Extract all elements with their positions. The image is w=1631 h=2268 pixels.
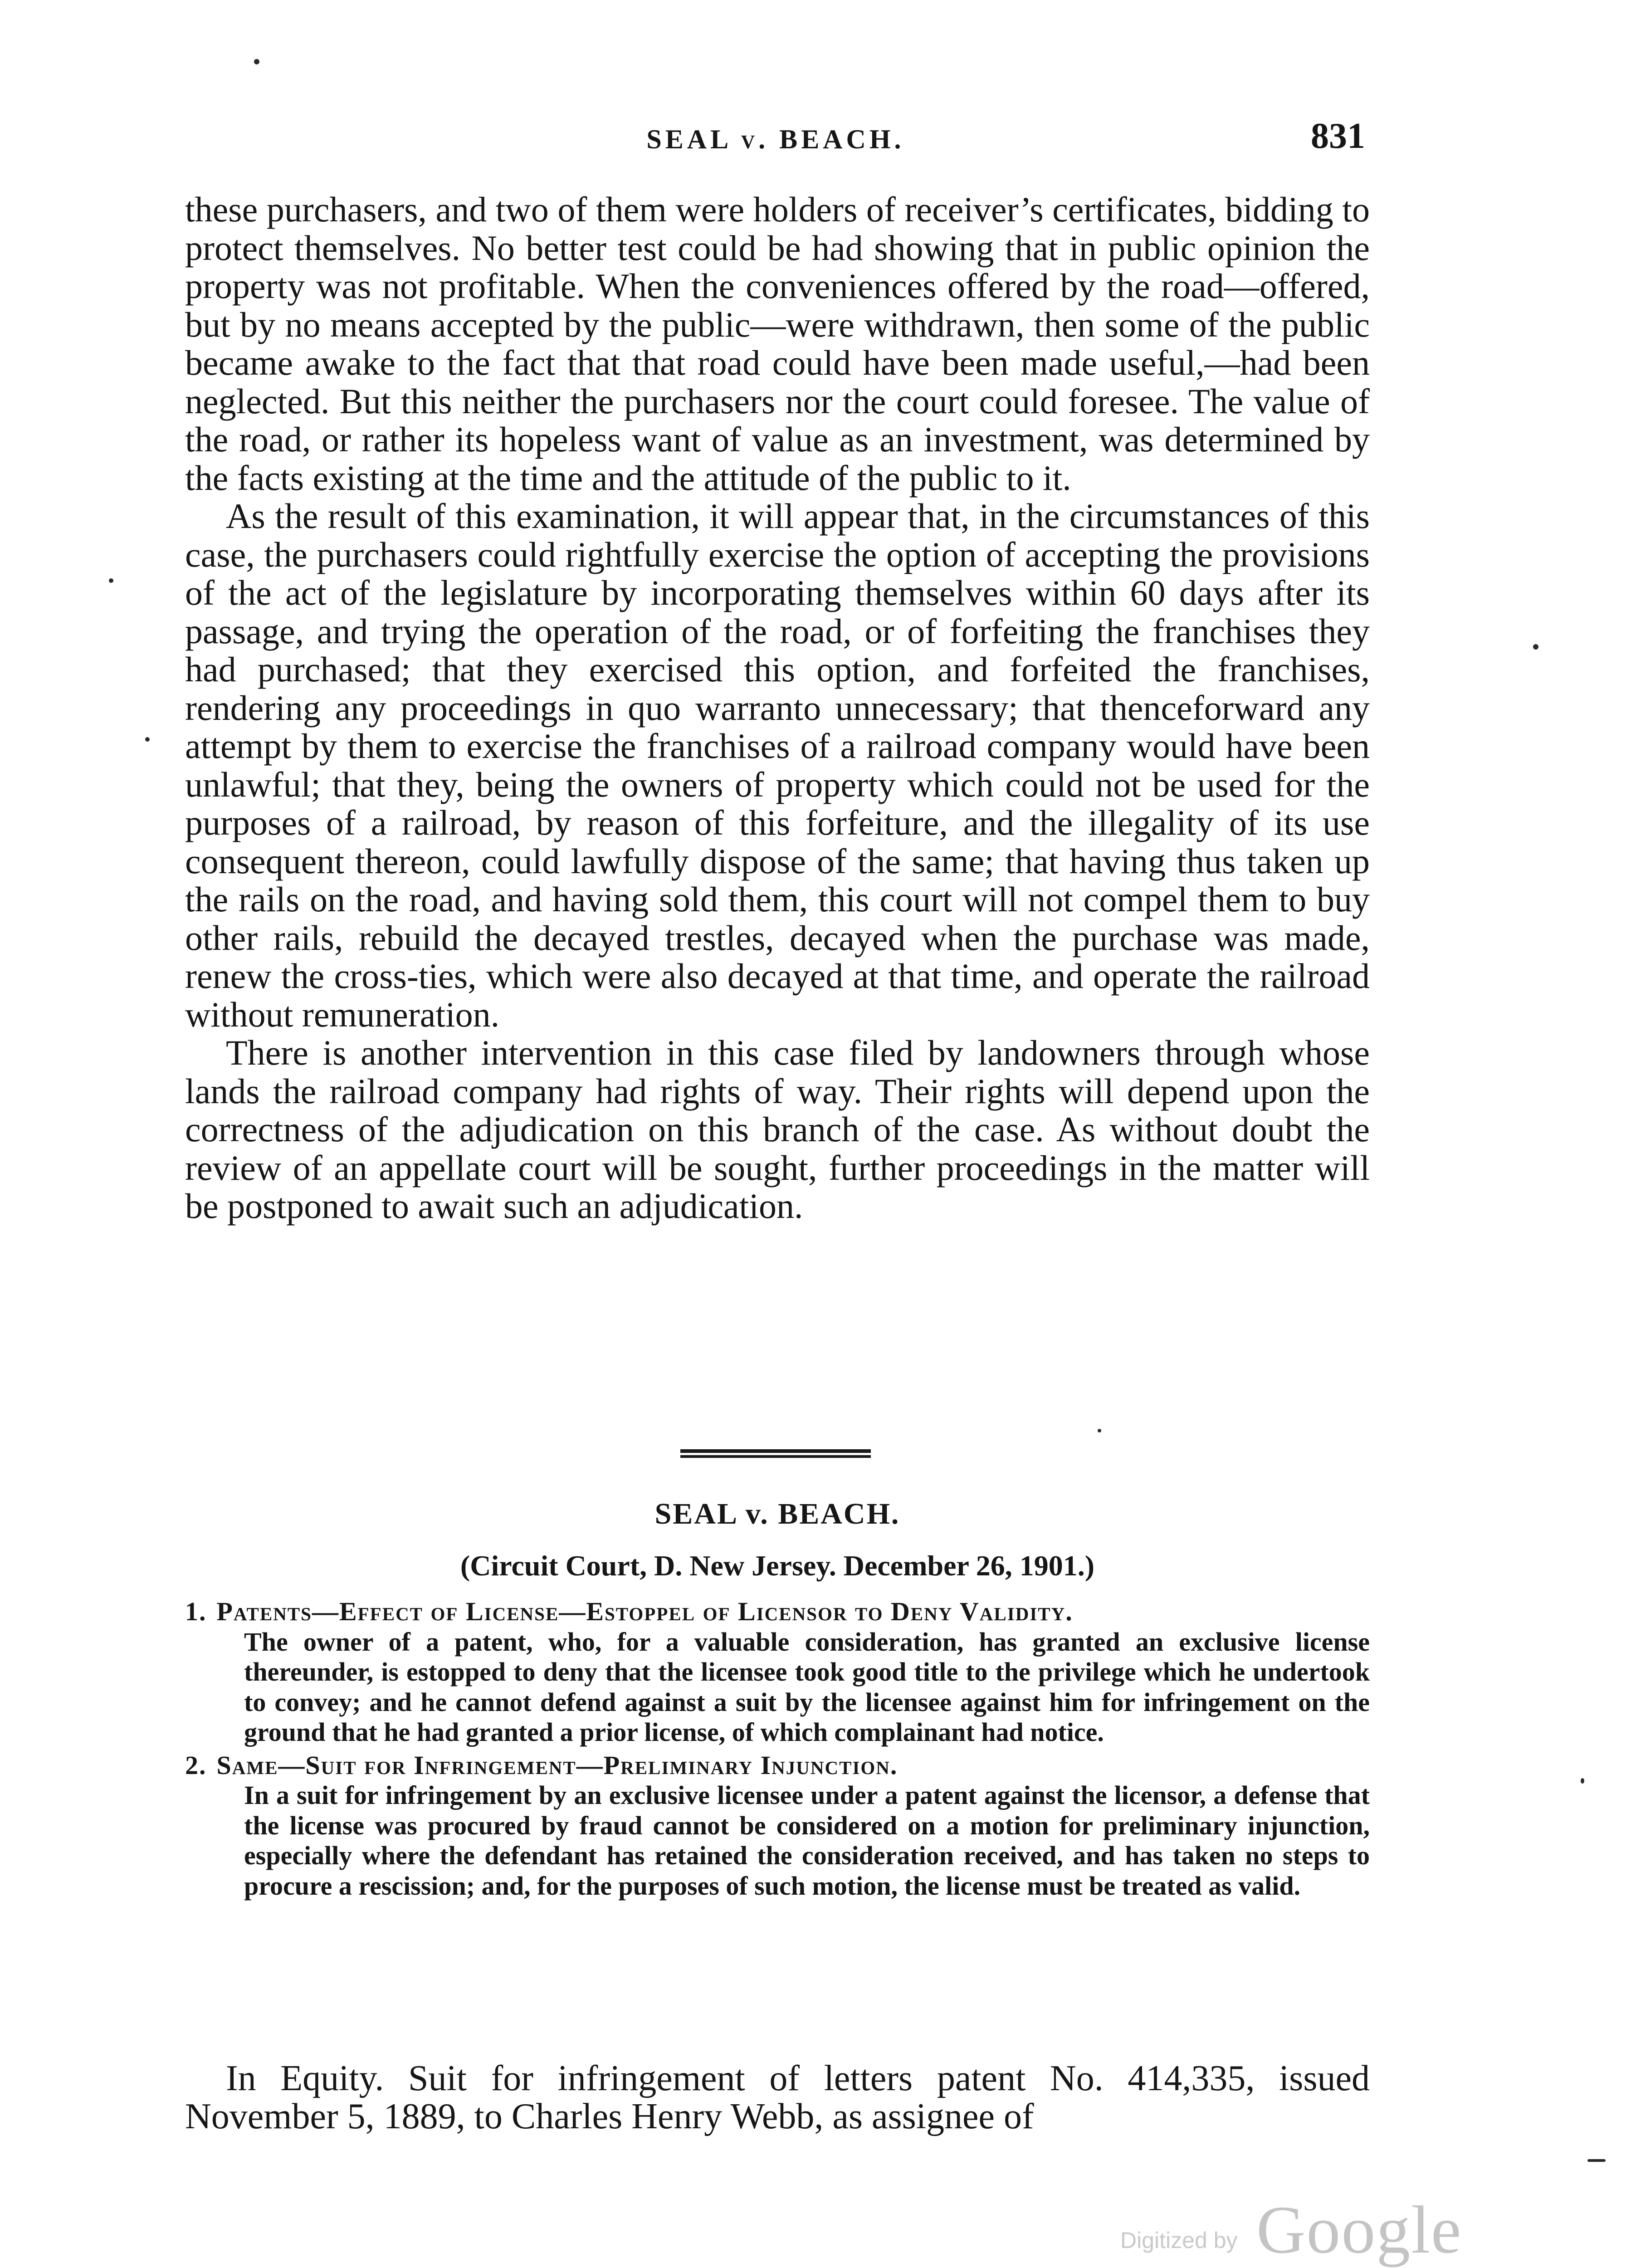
headnote-number: 2. — [185, 1750, 207, 1780]
digitized-by-google-watermark — [1120, 2191, 1574, 2268]
headnote — [185, 1750, 1370, 1901]
digitized-label: Digitized by — [1120, 2228, 1238, 2253]
page-number: 831 — [1311, 116, 1365, 156]
court-line: (Circuit Court, D. New Jersey. December 26, 1901.) — [460, 1549, 1095, 1582]
scan-speck — [1581, 1778, 1584, 1784]
headnotes — [185, 1597, 1370, 1904]
headnote-heading — [185, 1750, 1370, 1781]
running-head — [186, 116, 1365, 166]
headnote-heading — [185, 1597, 1370, 1627]
scan-speck — [1587, 2159, 1606, 2162]
scan-speck — [254, 59, 259, 64]
headnote-heading-text: Patents—Effect of License—Estoppel of Licensor to Deny Validity. — [216, 1597, 1073, 1626]
opinion-paragraph: There is another intervention in this case filed by landowners through whose lands the railroad company had rights of way. Their rights will depend upon the correctness of the adjudication on this branch of the case. As without doubt the review of an appellate court will be sought, further proceedings in the matter will be postponed to await such an adjudication. — [185, 1033, 1370, 1226]
opinion-paragraph: As the result of this examination, it will appear that, in the circumstances of this case, the purchasers could rightfully exercise the option of accepting the provisions of the act of the legislature by incorporating themselves within 60 days after its passage, and trying the operation of the road, or of forfeiting the franchises they had purchased; that they exercised this option, and forfeited the franchises, rendering any proceedings in quo warranto unnecessary; that thenceforward any attempt by them to exercise the franchises of a railroad company would have been unlawful; that they, being the owners of property which could not be used for the purposes of a railroad, by reason of this forfeiture, and the illegality of its use consequent thereon, could lawfully dispose of the same; that having thus taken up the rails on the road, and having sold them, this court will not compel them to buy other rails, rebuild the decayed trestles, decayed when the purchase was made, renew the cross-ties, which were also decayed at that time, and operate the railroad without remuneration. — [185, 496, 1370, 1034]
scan-speck — [145, 737, 150, 742]
headnote-text: In a suit for infringement by an exclusive licensee under a patent against the licensor, a defense that the license was procured by fraud cannot be considered on a motion for preliminary injunction, especially where the defendant has retained the consideration received, and has taken no steps to procure a rescission; and, for the purposes of such motion, the license must be treated as valid. — [244, 1780, 1370, 1901]
scan-speck — [1533, 644, 1538, 650]
headnote-text: The owner of a patent, who, for a valuable consideration, has granted an exclusive license thereunder, is estopped to deny that the licensee took good title to the privilege which he undertook to convey; and he cannot defend against a suit by the licensee against him for infringement on the ground that he had granted a prior license, of which complainant had notice. — [244, 1627, 1370, 1747]
headnote-number: 1. — [185, 1597, 207, 1626]
headnote-heading-text: Same—Suit for Infringement—Preliminary Injunction. — [216, 1750, 898, 1780]
scan-speck — [1098, 1429, 1101, 1432]
opinion-text — [185, 191, 1370, 1226]
section-divider — [680, 1449, 871, 1459]
equity-paragraph: In Equity. Suit for infringement of letters patent No. 414,335, issued November 5, 1889, to Charles Henry Webb, as assignee of — [185, 2058, 1370, 2136]
case-title: SEAL v. BEACH. — [654, 1497, 900, 1530]
scan-speck — [109, 578, 113, 583]
google-logo: Google — [1256, 2192, 1462, 2268]
equity-text — [185, 2059, 1370, 2136]
running-title: SEAL v. BEACH. — [646, 124, 905, 154]
opinion-paragraph: these purchasers, and two of them were holders of receiver’s certificates, bidding to protect themselves. No better test could be had showing that in public opinion the property was not profitable. When the conveniences offered by the road—offered, but by no means accepted by the public—were withdrawn, then some of the public became awake to the fact that that road could have been made useful,—had been neglected. But this neither the purchasers nor the court could foresee. The value of the road, or rather its hopeless want of value as an investment, was determined by the facts existing at the time and the attitude of the public to it. — [185, 190, 1370, 498]
headnote — [185, 1597, 1370, 1748]
